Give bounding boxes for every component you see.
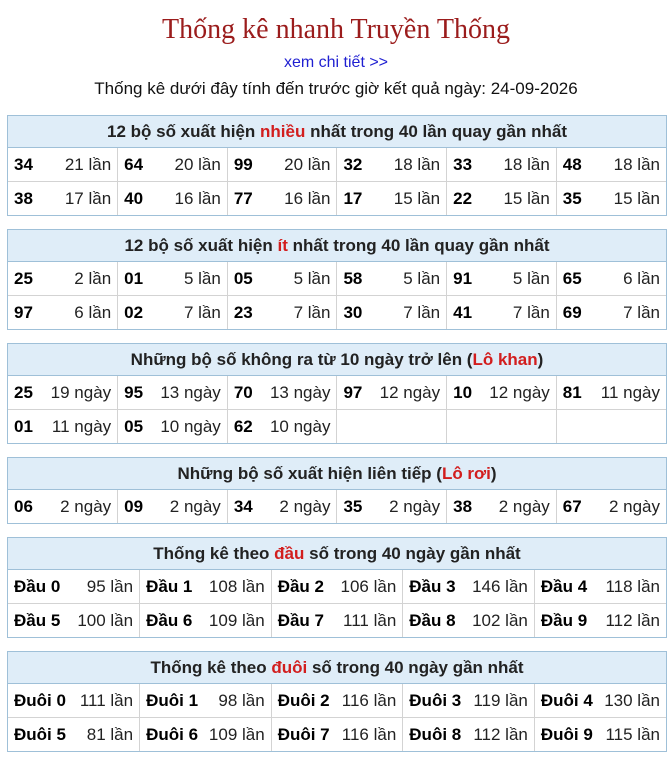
stat-cell xyxy=(534,604,666,638)
stat-cell xyxy=(140,684,272,718)
stat-cell xyxy=(8,490,118,523)
stat-key: 70 xyxy=(233,382,253,402)
stat-count: 12 ngày xyxy=(379,382,441,402)
stat-count: 13 ngày xyxy=(269,382,331,402)
section-title-text: Những bộ số xuất hiện liên tiếp ( xyxy=(177,464,442,483)
section-title-text: ) xyxy=(537,350,544,369)
stat-key: 01 xyxy=(14,416,33,436)
stat-cell xyxy=(8,148,118,182)
section-title-text: nhất trong 40 lần quay gần nhất xyxy=(287,236,550,255)
stats-table xyxy=(8,376,666,443)
stat-cell xyxy=(403,718,535,752)
stat-cell xyxy=(118,410,228,444)
stat-key: Đuôi 7 xyxy=(277,724,330,744)
stat-cell xyxy=(337,410,447,444)
stat-cell xyxy=(556,182,666,216)
stat-key: Đuôi 4 xyxy=(540,690,593,710)
stat-key: 35 xyxy=(343,496,363,516)
stat-count: 81 lần xyxy=(86,724,134,744)
stat-key: 06 xyxy=(14,496,33,516)
stat-cell xyxy=(118,182,228,216)
stat-cell xyxy=(8,684,140,718)
stat-count: 116 lần xyxy=(341,724,397,744)
stat-cell xyxy=(556,490,666,523)
stat-count: 12 ngày xyxy=(489,382,550,402)
stat-cell xyxy=(8,376,118,410)
stat-count: 6 lần xyxy=(623,268,660,288)
stat-key: 48 xyxy=(562,154,582,174)
stat-count: 17 lần xyxy=(64,188,112,208)
table-row xyxy=(8,148,666,182)
stat-cell xyxy=(556,410,666,444)
stats-table xyxy=(8,262,666,329)
stat-key: Đầu 2 xyxy=(277,576,324,596)
section-title xyxy=(8,458,666,490)
least-frequent-section xyxy=(7,229,667,330)
stat-count: 109 lần xyxy=(208,724,265,744)
section-title-text: nhất trong 40 lần quay gần nhất xyxy=(305,122,568,141)
stat-key: 33 xyxy=(453,154,473,174)
stat-cell xyxy=(534,570,666,604)
stat-key: 62 xyxy=(233,416,253,436)
section-title xyxy=(8,652,666,684)
stat-count: 130 lần xyxy=(604,690,660,710)
stat-count: 18 lần xyxy=(503,154,550,174)
stat-key: 38 xyxy=(14,188,33,208)
stat-key: Đầu 0 xyxy=(14,576,61,596)
stat-cell xyxy=(271,718,403,752)
page-title: Thống kê nhanh Truyền Thống xyxy=(162,14,510,45)
table-row xyxy=(8,296,666,330)
stat-key: 25 xyxy=(14,382,33,402)
stat-key: Đuôi 6 xyxy=(146,724,199,744)
stat-count: 106 lần xyxy=(340,576,397,596)
stat-key: Đầu 8 xyxy=(409,610,456,630)
section-title-text: số trong 40 ngày gần nhất xyxy=(307,658,524,677)
stat-count: 15 lần xyxy=(393,188,441,208)
stat-cell xyxy=(271,604,403,638)
stats-table xyxy=(8,148,666,215)
stat-cell xyxy=(118,490,228,523)
stat-key: Đuôi 1 xyxy=(146,690,199,710)
stat-key: 81 xyxy=(562,382,582,402)
stat-cell xyxy=(227,148,337,182)
stat-count: 116 lần xyxy=(341,690,397,710)
stat-cell xyxy=(403,570,535,604)
stat-count: 7 lần xyxy=(512,302,550,322)
stat-key: 64 xyxy=(124,154,144,174)
stat-key: 25 xyxy=(14,268,33,288)
table-row xyxy=(8,410,666,444)
stat-count: 2 ngày xyxy=(60,496,112,516)
stat-count: 109 lần xyxy=(208,610,265,630)
section-title-text: 12 bộ số xuất hiện xyxy=(106,122,261,141)
stat-key: 22 xyxy=(453,188,473,208)
stat-cell xyxy=(8,262,118,296)
stat-cell xyxy=(337,376,447,410)
table-row xyxy=(8,262,666,296)
stat-count: 118 lần xyxy=(605,576,660,596)
stat-key: 23 xyxy=(233,302,253,322)
stat-key: 05 xyxy=(124,416,144,436)
stat-key: Đuôi 0 xyxy=(14,690,66,710)
stat-key: 69 xyxy=(562,302,582,322)
stat-count: 2 ngày xyxy=(498,496,550,516)
stat-key: Đầu 7 xyxy=(277,610,324,630)
stats-table xyxy=(8,490,666,523)
stats-table xyxy=(8,570,666,637)
stat-cell xyxy=(227,296,337,330)
stat-count: 112 lần xyxy=(605,610,660,630)
section-title-highlight: ít xyxy=(277,236,288,255)
stat-cell xyxy=(227,490,337,523)
stat-key: 35 xyxy=(562,188,582,208)
stat-key: 41 xyxy=(453,302,473,322)
stat-key: Đuôi 2 xyxy=(277,690,330,710)
section-title-text: Thống kê theo xyxy=(153,544,275,563)
stat-count: 102 lần xyxy=(472,610,528,630)
stat-cell xyxy=(271,684,403,718)
stat-key: 09 xyxy=(124,496,144,516)
table-row xyxy=(8,182,666,216)
stat-count: 10 ngày xyxy=(160,416,221,436)
stat-cell xyxy=(447,148,557,182)
stat-cell xyxy=(337,490,447,523)
dau-section xyxy=(7,537,667,638)
stat-key: 34 xyxy=(233,496,253,516)
stat-key: 30 xyxy=(343,302,363,322)
stat-count: 119 lần xyxy=(473,690,528,710)
stat-cell xyxy=(337,182,447,216)
table-row xyxy=(8,570,666,604)
section-title-highlight: đuôi xyxy=(271,658,308,677)
stat-key: 77 xyxy=(233,188,253,208)
section-title-highlight: đầu xyxy=(274,544,305,563)
stat-cell xyxy=(8,718,140,752)
stat-count: 18 lần xyxy=(393,154,441,174)
stat-key: Đầu 4 xyxy=(540,576,588,596)
stat-count: 111 lần xyxy=(79,690,134,710)
stat-cell xyxy=(556,148,666,182)
stat-cell xyxy=(227,376,337,410)
stat-key: 91 xyxy=(453,268,473,288)
stat-key: 17 xyxy=(343,188,363,208)
duoi-section xyxy=(7,651,667,752)
section-title-text: Thống kê theo xyxy=(150,658,272,677)
stat-cell xyxy=(140,604,272,638)
section-title xyxy=(8,538,666,570)
stat-cell xyxy=(271,570,403,604)
stat-count: 5 lần xyxy=(403,268,441,288)
stat-count: 2 ngày xyxy=(389,496,441,516)
stat-key: 58 xyxy=(343,268,363,288)
stat-cell xyxy=(556,376,666,410)
stat-cell xyxy=(447,490,557,523)
stat-count: 7 lần xyxy=(623,302,660,322)
table-row xyxy=(8,684,666,718)
stat-count: 7 lần xyxy=(403,302,441,322)
stat-count: 10 ngày xyxy=(269,416,331,436)
stat-key: 05 xyxy=(233,268,253,288)
section-title-highlight: Lô rơi xyxy=(441,464,491,483)
stat-cell xyxy=(337,148,447,182)
stat-cell xyxy=(403,604,535,638)
section-title-text: ) xyxy=(490,464,497,483)
stat-count: 108 lần xyxy=(208,576,265,596)
stat-key: 02 xyxy=(124,302,144,322)
section-title-highlight: nhiều xyxy=(260,122,306,141)
lo-roi-section xyxy=(7,457,667,524)
stat-count: 15 lần xyxy=(613,188,660,208)
stat-count: 20 lần xyxy=(174,154,221,174)
stat-key: Đầu 5 xyxy=(14,610,61,630)
stat-cell xyxy=(227,410,337,444)
stat-count: 95 lần xyxy=(86,576,134,596)
table-row xyxy=(8,604,666,638)
stat-count: 19 ngày xyxy=(50,382,112,402)
section-title xyxy=(8,116,666,148)
stat-count: 11 ngày xyxy=(600,382,660,402)
stat-key: Đầu 9 xyxy=(540,610,588,630)
stat-key: Đuôi 5 xyxy=(14,724,66,744)
stat-count: 111 lần xyxy=(343,610,397,630)
stat-count: 5 lần xyxy=(293,268,331,288)
stat-key: 95 xyxy=(124,382,144,402)
stat-count: 16 lần xyxy=(174,188,221,208)
stat-cell xyxy=(447,262,557,296)
stat-count: 5 lần xyxy=(512,268,550,288)
section-title-text: Những bộ số không ra từ 10 ngày trở lên ( xyxy=(130,350,473,369)
stat-count: 21 lần xyxy=(64,154,112,174)
stat-cell xyxy=(227,262,337,296)
section-title xyxy=(8,230,666,262)
section-title xyxy=(8,344,666,376)
stat-count: 98 lần xyxy=(218,690,265,710)
stat-key: 38 xyxy=(453,496,473,516)
stat-count: 15 lần xyxy=(503,188,550,208)
stat-cell xyxy=(118,148,228,182)
stat-count: 2 ngày xyxy=(608,496,660,516)
stat-count: 2 lần xyxy=(74,268,112,288)
stat-key: 97 xyxy=(343,382,363,402)
stat-cell xyxy=(140,570,272,604)
most-frequent-section xyxy=(7,115,667,216)
stat-cell xyxy=(337,296,447,330)
stat-cell xyxy=(140,718,272,752)
stat-cell xyxy=(118,296,228,330)
stat-cell xyxy=(447,376,557,410)
stat-cell xyxy=(534,684,666,718)
stat-cell xyxy=(403,684,535,718)
stat-cell xyxy=(8,604,140,638)
section-title-text: 12 bộ số xuất hiện xyxy=(124,236,278,255)
stat-cell xyxy=(8,410,118,444)
stat-key: 32 xyxy=(343,154,363,174)
stat-count: 7 lần xyxy=(293,302,331,322)
section-title-text: số trong 40 ngày gần nhất xyxy=(304,544,521,563)
stats-table xyxy=(8,684,666,751)
stat-key: 34 xyxy=(14,154,33,174)
stat-key: Đuôi 3 xyxy=(409,690,462,710)
table-row xyxy=(8,490,666,523)
stat-key: Đầu 1 xyxy=(146,576,193,596)
stat-count: 2 ngày xyxy=(169,496,221,516)
stat-key: 65 xyxy=(562,268,582,288)
stat-key: 99 xyxy=(233,154,253,174)
stat-count: 18 lần xyxy=(613,154,660,174)
stat-count: 6 lần xyxy=(74,302,112,322)
stat-key: 97 xyxy=(14,302,33,322)
stat-count: 16 lần xyxy=(284,188,331,208)
stat-count: 11 ngày xyxy=(51,416,112,436)
stat-cell xyxy=(8,570,140,604)
stat-count: 115 lần xyxy=(605,724,660,744)
stat-cell xyxy=(8,296,118,330)
stat-cell xyxy=(447,296,557,330)
stat-cell xyxy=(8,182,118,216)
stat-cell xyxy=(118,376,228,410)
stat-key: 01 xyxy=(124,268,144,288)
stat-cell xyxy=(556,296,666,330)
stat-count: 2 ngày xyxy=(279,496,331,516)
stat-cell xyxy=(447,182,557,216)
stat-key: 40 xyxy=(124,188,144,208)
lo-khan-section xyxy=(7,343,667,444)
stat-cell xyxy=(118,262,228,296)
page-subtitle: Thống kê dưới đây tính đến trước giờ kết quả ngày: 24-09-2026 xyxy=(94,79,578,98)
stat-cell xyxy=(337,262,447,296)
stat-count: 20 lần xyxy=(284,154,331,174)
stat-key: 67 xyxy=(562,496,582,516)
stat-cell xyxy=(447,410,557,444)
stat-count: 112 lần xyxy=(473,724,528,744)
stat-key: Đầu 3 xyxy=(409,576,456,596)
stat-cell xyxy=(227,182,337,216)
stat-count: 100 lần xyxy=(77,610,134,630)
stat-count: 13 ngày xyxy=(160,382,221,402)
table-row xyxy=(8,376,666,410)
stat-key: 10 xyxy=(453,382,473,402)
stat-key: Đuôi 8 xyxy=(409,724,462,744)
stat-count: 7 lần xyxy=(183,302,221,322)
stat-count: 5 lần xyxy=(183,268,221,288)
section-title-highlight: Lô khan xyxy=(472,350,538,369)
stat-key: Đuôi 9 xyxy=(540,724,593,744)
detail-link[interactable]: xem chi tiết >> xyxy=(283,54,389,71)
stat-key: Đầu 6 xyxy=(146,610,193,630)
table-row xyxy=(8,718,666,752)
stat-cell xyxy=(534,718,666,752)
stat-cell xyxy=(556,262,666,296)
stat-count: 146 lần xyxy=(472,576,528,596)
